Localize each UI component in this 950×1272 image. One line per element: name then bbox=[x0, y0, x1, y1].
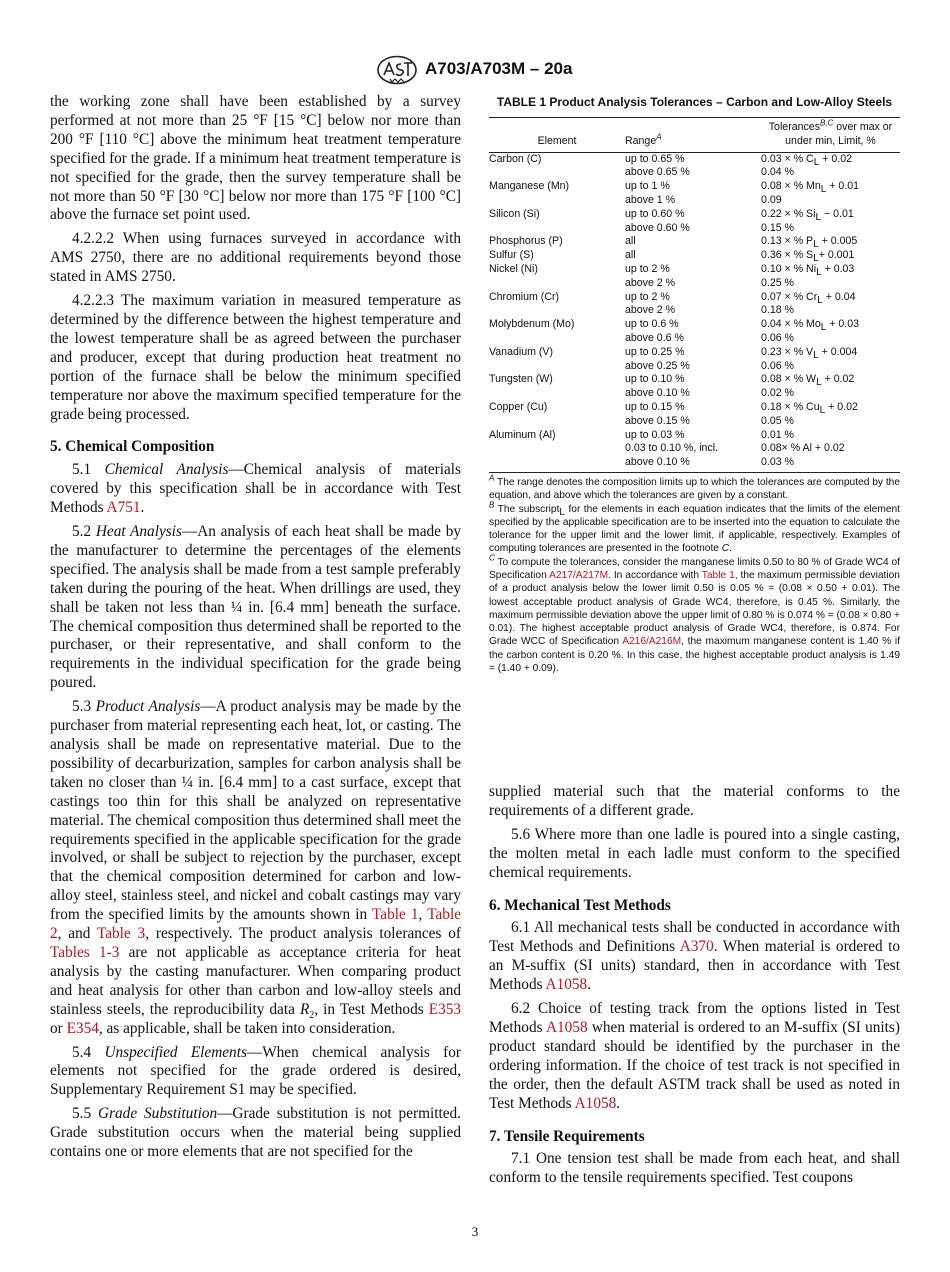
cell-range: above 2 % bbox=[625, 276, 676, 289]
paragraph-5-3: 5.3 Product Analysis—A product analysis may be made by the purchaser from material representing each heat, lot, or casting. The analysis shall be made on representative material. Due to the possibility of decarburization, samples for carbon analysis shall be taken no closer than ¼ in. [6.4 mm] to a cast surface, except that castings too thin for this shall be analyzed on representative material. The chemical composition thus determined shall meet the requirements specified in the applicable specification for the grade involved, or shall be subject to rejection by the purchaser, except that the chemical composition determined for carbon and low-alloy steel, stainless steel, and nickel and cobalt castings may vary from the specified limits by the amounts shown in Table 1, Table 2, and Table 3, respectively. The product analysis tolerances of Tables 1-3 are not applicable as acceptance criteria for heat analysis by the casting manufacturer. When comparing product and heat analysis for other than carbon and low-alloy steels and stainless steels, the reproducibility data $R_2$, in Test Methods E353 or E354, as applicable, shall be taken into consideration. bbox=[50, 698, 462, 1037]
cell-tolerance: 0.15 % bbox=[761, 221, 794, 234]
cell-tolerance: 0.09 bbox=[761, 193, 782, 206]
cell-range: up to 0.6 % bbox=[625, 318, 679, 331]
cell-range: up to 0.65 % bbox=[625, 152, 685, 165]
section-heading-7: 7. Tensile Requirements bbox=[489, 1127, 645, 1145]
table-row bbox=[489, 401, 900, 415]
cell-element bbox=[489, 360, 625, 374]
cell-tolerance: 0.04 % bbox=[761, 166, 794, 179]
cell-range: up to 0.15 % bbox=[625, 400, 685, 413]
cell-range: above 0.65 % bbox=[625, 166, 690, 179]
tolerance-table bbox=[489, 117, 900, 473]
cell-element: Chromium (Cr) bbox=[489, 290, 560, 303]
paragraph-5-6: 5.6 Where more than one ladle is poured into a single casting, the molten metal in each ladle must conform to the specified chemical requirements. bbox=[489, 825, 900, 881]
ref-a1058-link-1[interactable]: A1058 bbox=[545, 976, 588, 994]
ref-a751-link[interactable]: A751 bbox=[106, 499, 141, 517]
cell-tolerance: 0.13 × % $P_L + 0.005$ bbox=[761, 235, 858, 251]
cell-range: above 2 % bbox=[625, 304, 676, 317]
cell-element: Copper (Cu) bbox=[489, 400, 548, 413]
cell-element bbox=[489, 166, 625, 180]
paragraph-4-2-2-3: 4.2.2.3 The maximum variation in measured temperature as determined by the difference between the highest temperature and the lowest temperature shall be as agreed between the purchaser and producer, except that during production heat treatment no portion of the furnace shall be below the minimum specified temperature nor above the maximum specified temperature for the grade being processed. bbox=[50, 292, 461, 423]
paragraph-5-5: 5.5 Grade Substitution—Grade substitution is not permitted. Grade substitution occurs when the material being supplied contains one or more elements that are not specified for the bbox=[50, 1105, 461, 1161]
paragraph-6-2: 6.2 Choice of testing track from the options listed in Test Methods A1058 when material is ordered to an M-suffix (SI units) product standard should be identified by the purchaser in the ordering information. If the choice of test track is not specified in the order, then the default ASTM track shall be used as noted in Test Methods A1058. bbox=[489, 1000, 900, 1112]
cell-range: up to 0.25 % bbox=[625, 345, 685, 358]
document-id: A703/A703M – 20a bbox=[425, 59, 573, 78]
cell-tolerance: 0.03 × % $C_L + 0.02$ bbox=[761, 152, 852, 168]
ref-table-2-link[interactable]: Table 2 bbox=[50, 906, 461, 943]
cell-element bbox=[489, 304, 625, 318]
table-1 bbox=[489, 95, 900, 675]
table-header-row bbox=[489, 118, 900, 153]
page-header bbox=[0, 55, 950, 87]
cell-range: above 0.15 % bbox=[625, 414, 690, 427]
ref-a217-link[interactable]: A217/A217M bbox=[549, 570, 609, 581]
cell-tolerance: 0.08 × % $W_L + 0.02$ bbox=[761, 373, 855, 389]
cell-tolerance: 0.06 % bbox=[761, 331, 794, 344]
cell-element bbox=[489, 277, 625, 291]
cell-tolerance: 0.04 × % $Mo_L + 0.03$ bbox=[761, 318, 860, 334]
table-row bbox=[489, 304, 900, 318]
paragraph-5-4: 5.4 Unspecified Elements—When chemical analysis for elements not specified for the grade ordered is desired, Supplementary Requirement S1 may be specified. bbox=[50, 1043, 461, 1099]
footnote-c: $^C$ To compute the tolerances, consider the manganese limits 0.50 to 80 % of Grade WC4 of Specification A217/A217M. In accordance with Table 1, the maximum permissible deviation of a product analysis below the lower limit 0.50 is 0.05 % = (0.08 × 0.50 + 0.01). The lowest acceptable product analysis of Grade WC4, therefore, is 0.45 %. Similarly, the maximum permissible deviation above the upper limit of 0.80 % is 0.074 % = (0.08 × 0.80 + 0.01). The highest acceptable product analysis of Grade WC4, therefore, is 0.874. For Grade WCC of Specification A216/A216M, the maximum manganese content is 1.40 % if the carbon content is 0.20 %. In this case, the highest acceptable product analysis is 1.49 = (1.40 + 0.09). bbox=[489, 553, 900, 675]
ref-e353-link[interactable]: E353 bbox=[428, 1000, 462, 1018]
table-row bbox=[489, 235, 900, 249]
cell-element: Nickel (Ni) bbox=[489, 262, 538, 275]
footnote-b: $^B$ The subscript$_L$ for the elements in each equation indicates that the limits of the element specified by the applicable specification are to be inserted into the equation to calculate the tolerance for the upper limit and the lower limit, if applicable, respectively. Examples of computing tolerances are presented in the footnote C. bbox=[489, 500, 900, 555]
astm-logo-icon bbox=[376, 55, 418, 85]
cell-element bbox=[489, 387, 625, 401]
cell-range: all bbox=[625, 235, 636, 248]
section-heading-5: 5. Chemical Composition bbox=[50, 438, 215, 456]
table-row bbox=[489, 152, 900, 166]
table-row bbox=[489, 456, 900, 472]
cell-element: Sulfur (S) bbox=[489, 249, 534, 262]
cell-element bbox=[489, 332, 625, 346]
ref-a216-link[interactable]: A216/A216M bbox=[622, 636, 682, 648]
table-row bbox=[489, 318, 900, 332]
cell-element bbox=[489, 194, 625, 208]
cell-tolerance: 0.02 % bbox=[761, 387, 794, 400]
table-row bbox=[489, 249, 900, 263]
table-row bbox=[489, 291, 900, 305]
cell-element bbox=[489, 456, 625, 472]
ref-a370-link[interactable]: A370 bbox=[679, 938, 714, 956]
cell-range: up to 2 % bbox=[625, 290, 670, 303]
cell-element: Tungsten (W) bbox=[489, 373, 553, 386]
cell-range: 0.03 to 0.10 %, incl. bbox=[625, 442, 719, 455]
cell-element bbox=[489, 222, 625, 236]
table-row bbox=[489, 208, 900, 222]
paragraph-4-2-2-1-continued: the working zone shall have been established by a survey performed at not more than 25 °F [15 °C] below nor more than 200 °F [110 °C] above the minimum heat treatment temperature specified for the grade. If a minimum heat treatment temperature is not specified for the grade, then the survey temperature shall be not more than 50 °F [30 °C] below nor more than 175 °F [100 °C] above the furnace set point used. bbox=[50, 93, 461, 224]
cell-tolerance: 0.22 × % $Si_L - 0.01$ bbox=[761, 207, 854, 223]
ref-a1058-link-3[interactable]: A1058 bbox=[574, 1094, 617, 1112]
cell-tolerance: 0.08 × % $Mn_L + 0.01$ bbox=[761, 180, 860, 196]
cell-range: above 0.60 % bbox=[625, 221, 690, 234]
cell-tolerance: 0.06 % bbox=[761, 359, 794, 372]
cell-tolerance: 0.03 % bbox=[761, 456, 794, 469]
cell-tolerance: 0.18 % bbox=[761, 304, 794, 317]
table-1-footnotes bbox=[489, 473, 900, 675]
paragraph-5-1: 5.1 Chemical Analysis—Chemical analysis of materials covered by this specification shall be in accordance with Test Methods A751. bbox=[50, 461, 462, 517]
table-1-title: TABLE 1 Product Analysis Tolerances – Carbon and Low-Alloy Steels bbox=[496, 95, 893, 109]
right-column bbox=[489, 783, 900, 1188]
cell-element bbox=[489, 415, 625, 429]
cell-element: Phosphorus (P) bbox=[489, 235, 563, 248]
ref-table-1-link[interactable]: Table 1 bbox=[372, 906, 419, 924]
table-row bbox=[489, 442, 900, 456]
cell-element: Aluminum (Al) bbox=[489, 428, 556, 441]
paragraph-5-5-continued: supplied material such that the material conforms to the requirements of a different grade. bbox=[489, 783, 900, 819]
table-row bbox=[489, 387, 900, 401]
table-body bbox=[489, 152, 900, 472]
cell-tolerance: 0.07 × % $Cr_L + 0.04$ bbox=[761, 290, 856, 306]
ref-a1058-link-2[interactable]: A1058 bbox=[545, 1018, 588, 1036]
left-column bbox=[50, 93, 461, 1162]
table-row bbox=[489, 332, 900, 346]
cell-element: Molybdenum (Mo) bbox=[489, 318, 575, 331]
col-header-tolerances: Tolerances$^{B,C}$ over max or under min, Limit, % bbox=[768, 118, 893, 147]
cell-tolerance: 0.25 % bbox=[761, 276, 794, 289]
section-heading-6: 6. Mechanical Test Methods bbox=[489, 896, 671, 914]
table-row bbox=[489, 415, 900, 429]
cell-range: above 0.10 % bbox=[625, 387, 690, 400]
cell-tolerance: 0.08× % Al + 0.02 bbox=[761, 442, 845, 455]
cell-tolerance: 0.36 × % $S_L+ 0.001$ bbox=[761, 249, 855, 265]
cell-range: up to 0.60 % bbox=[625, 207, 685, 220]
cell-tolerance: 0.10 × % $Ni_L + 0.03$ bbox=[761, 262, 855, 279]
table-row bbox=[489, 166, 900, 180]
cell-range: above 0.25 % bbox=[625, 359, 690, 372]
cell-element: Vanadium (V) bbox=[489, 345, 553, 358]
table-row bbox=[489, 373, 900, 387]
cell-range: above 0.10 % bbox=[625, 456, 690, 469]
table-row bbox=[489, 360, 900, 374]
table-row bbox=[489, 180, 900, 194]
col-header-element: Element bbox=[537, 134, 577, 147]
cell-range: all bbox=[625, 249, 636, 262]
table-row bbox=[489, 222, 900, 236]
footnote-a: $^A$ The range denotes the composition limits up to which the tolerances are computed by the equation, and above which the tolerances are given by a constant. bbox=[489, 473, 900, 502]
cell-range: above 1 % bbox=[625, 193, 676, 206]
cell-range: up to 1 % bbox=[625, 180, 670, 193]
cell-element: Manganese (Mn) bbox=[489, 180, 570, 193]
table-row bbox=[489, 277, 900, 291]
cell-tolerance: 0.01 % bbox=[761, 428, 794, 441]
table-row bbox=[489, 346, 900, 360]
table-row bbox=[489, 194, 900, 208]
cell-range: up to 2 % bbox=[625, 262, 670, 275]
ref-table-3-link[interactable]: Table 3 bbox=[96, 925, 146, 943]
ref-tables-1-3-link[interactable]: Tables 1-3 bbox=[50, 943, 120, 961]
paragraph-5-2: 5.2 Heat Analysis—An analysis of each heat shall be made by the manufacturer to determine the percentages of the elements specified. The analysis shall be made from a test sample preferably taken during the pouring of the heat. When drillings are used, they shall be taken not less than ¼ in. [6.4 mm] beneath the surface. The chemical composition thus determined shall be reported to the purchaser, or their representative, and shall conform to the requirements in the individual specification for the grade being poured. bbox=[50, 523, 461, 692]
table-row bbox=[489, 263, 900, 277]
cell-range: up to 0.10 % bbox=[625, 373, 685, 386]
page-number: 3 bbox=[471, 1224, 479, 1239]
cell-element: Carbon (C) bbox=[489, 152, 542, 165]
paragraph-7-1: 7.1 One tension test shall be made from each heat, and shall conform to the tensile requirements specified. Test coupons bbox=[489, 1150, 900, 1187]
cell-range: above 0.6 % bbox=[625, 331, 684, 344]
col-header-range: Range$^A$ bbox=[625, 132, 662, 147]
cell-element: Silicon (Si) bbox=[489, 207, 540, 220]
table-row bbox=[489, 429, 900, 443]
cell-range: up to 0.03 % bbox=[625, 428, 685, 441]
ref-e354-link[interactable]: E354 bbox=[66, 1019, 99, 1037]
cell-tolerance: 0.05 % bbox=[761, 414, 794, 427]
cell-tolerance: 0.18 × % $Cu_L + 0.02$ bbox=[761, 400, 858, 417]
cell-element bbox=[489, 442, 625, 456]
paragraph-4-2-2-2: 4.2.2.2 When using furnaces surveyed in accordance with AMS 2750, there are no additional requirements beyond those stated in AMS 2750. bbox=[50, 230, 461, 286]
paragraph-6-1: 6.1 All mechanical tests shall be conducted in accordance with Test Methods and Definitions A370. When material is ordered to an M-suffix (SI units) standard, then in accordance with Test Methods A1058. bbox=[489, 919, 900, 994]
cell-tolerance: 0.23 × % $V_L + 0.004$ bbox=[761, 345, 858, 361]
ref-table-1-footnote-link[interactable]: Table 1 bbox=[701, 570, 735, 581]
